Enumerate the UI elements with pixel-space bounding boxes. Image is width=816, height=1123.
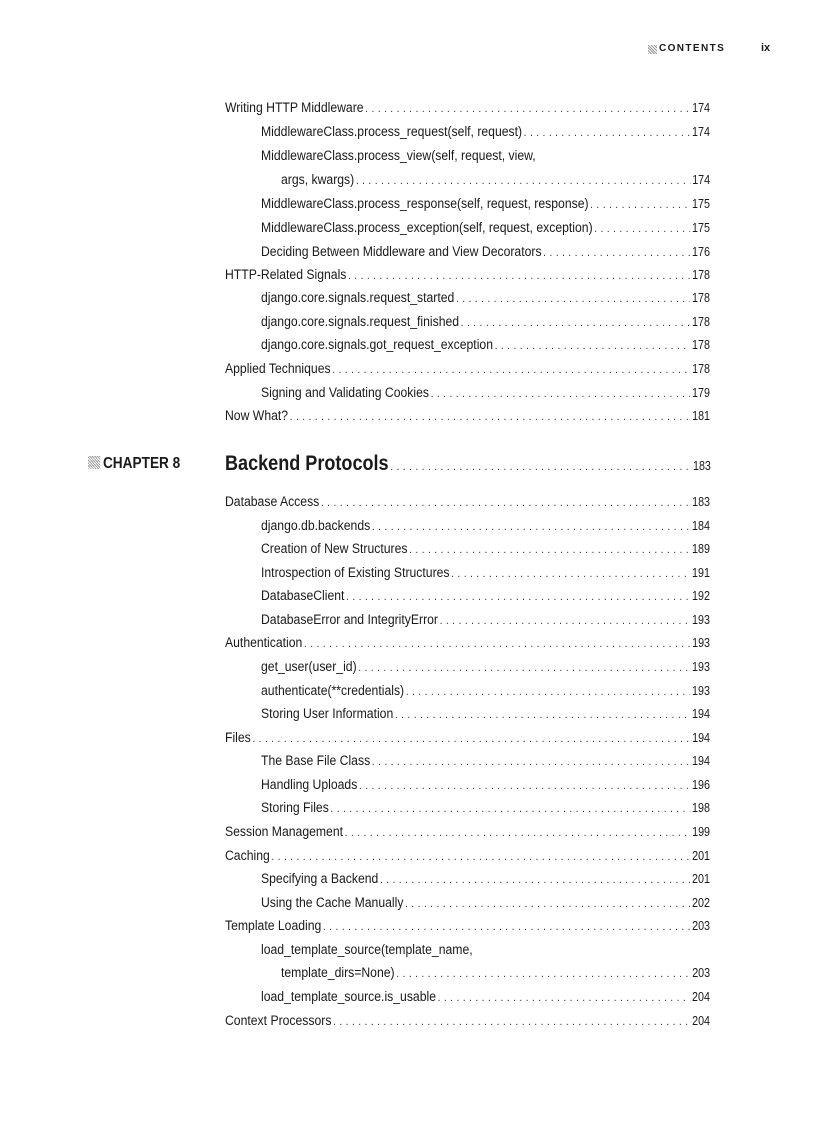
toc-entry-title: authenticate(**credentials) bbox=[261, 683, 405, 699]
toc-entry bbox=[0, 610, 816, 630]
toc-entry bbox=[0, 146, 816, 166]
toc-entry-title: Storing User Information bbox=[261, 706, 394, 722]
toc-entry-title: Specifying a Backend bbox=[261, 871, 379, 887]
toc-entry bbox=[0, 265, 816, 285]
toc-entry-title: Applied Techniques bbox=[225, 361, 331, 377]
toc-entry bbox=[0, 775, 816, 795]
toc-entry bbox=[0, 312, 816, 332]
toc-entry-page: 196 bbox=[691, 778, 710, 792]
toc-entry-page: 193 bbox=[691, 684, 710, 698]
toc-entry bbox=[0, 798, 816, 818]
toc-entry bbox=[0, 681, 816, 701]
toc-entry-title: DatabaseError and IntegrityError bbox=[261, 612, 438, 628]
toc-entry-page: 204 bbox=[691, 990, 710, 1004]
toc-entry bbox=[0, 170, 816, 190]
toc-entry-title: django.core.signals.got_request_exception bbox=[261, 337, 493, 353]
toc-entry bbox=[0, 633, 816, 653]
chapter-mark-icon bbox=[88, 456, 100, 469]
toc-entry-title: Using the Cache Manually bbox=[261, 895, 404, 911]
chapter-label bbox=[88, 455, 180, 473]
toc-entry-page: 194 bbox=[691, 707, 710, 721]
toc-entry bbox=[0, 194, 816, 214]
toc-entry-page: 198 bbox=[691, 801, 710, 815]
toc-entry bbox=[0, 122, 816, 142]
toc-entry-page: 191 bbox=[691, 566, 710, 580]
header-label: CONTENTS bbox=[659, 43, 726, 54]
toc-entry-page: 201 bbox=[692, 849, 711, 863]
toc-entry bbox=[0, 657, 816, 677]
toc-entry-page: 201 bbox=[691, 872, 710, 886]
toc-entry-page: 174 bbox=[691, 125, 710, 139]
toc-entry-page: 193 bbox=[691, 613, 710, 627]
toc-entry-page: 193 bbox=[692, 636, 711, 650]
toc-entry-title: load_template_source.is_usable bbox=[261, 989, 437, 1005]
toc-entry-page: 178 bbox=[692, 268, 711, 282]
toc-entry-page: 174 bbox=[692, 101, 711, 115]
toc-entry-title: load_template_source(template_name, bbox=[261, 942, 473, 958]
toc-entry-title: Template Loading bbox=[225, 918, 322, 934]
toc-entry-page: 204 bbox=[692, 1014, 711, 1028]
toc-entry-title: Database Access bbox=[225, 494, 320, 510]
toc-entry-page: 189 bbox=[691, 542, 710, 556]
toc-entry bbox=[0, 751, 816, 771]
toc-entry-page: 178 bbox=[691, 291, 710, 305]
chapter-title: Backend Protocols bbox=[225, 452, 389, 475]
toc-entry bbox=[0, 98, 816, 118]
toc-entry bbox=[0, 383, 816, 403]
toc-entry-title: django.core.signals.request_finished bbox=[261, 314, 460, 330]
toc-entry-page: 179 bbox=[691, 386, 710, 400]
chapter-title-entry bbox=[225, 452, 711, 476]
toc-entry-page: 178 bbox=[692, 362, 711, 376]
toc-entry bbox=[0, 916, 816, 936]
toc-entry-title: Signing and Validating Cookies bbox=[261, 385, 429, 401]
toc-entry-title: Now What? bbox=[225, 408, 289, 424]
header-page-number: ix bbox=[761, 42, 771, 54]
toc-entry bbox=[0, 987, 816, 1007]
toc-entry bbox=[0, 335, 816, 355]
toc-entry-title: Introspection of Existing Structures bbox=[261, 565, 450, 581]
toc-entry-title: MiddlewareClass.process_view(self, request, view, bbox=[261, 148, 536, 164]
toc-entry bbox=[0, 359, 816, 379]
toc-entry-page: 199 bbox=[692, 825, 711, 839]
toc-entry-page: 193 bbox=[691, 660, 710, 674]
toc-entry-title: Deciding Between Middleware and View Decorators bbox=[261, 244, 542, 260]
toc-entry-page: 175 bbox=[691, 221, 710, 235]
toc-entry-page: 176 bbox=[691, 245, 710, 259]
toc-entry-page: 192 bbox=[691, 589, 710, 603]
toc-entry bbox=[0, 242, 816, 262]
toc-entry-title: get_user(user_id) bbox=[261, 659, 357, 675]
toc-entry bbox=[0, 893, 816, 913]
toc-entry-title: The Base File Class bbox=[261, 753, 371, 769]
toc-entry-title: HTTP-Related Signals bbox=[225, 267, 347, 283]
toc-entry-page: 203 bbox=[692, 966, 711, 980]
toc-entry-title: Storing Files bbox=[261, 800, 329, 816]
toc-entry-page: 184 bbox=[691, 519, 710, 533]
toc-entry bbox=[0, 218, 816, 238]
toc-entry bbox=[0, 940, 816, 960]
toc-entry-title: Authentication bbox=[225, 635, 303, 651]
toc-entry-title: args, kwargs) bbox=[281, 172, 355, 188]
toc-entry-page: 194 bbox=[692, 731, 711, 745]
toc-entry bbox=[0, 586, 816, 606]
toc-entry bbox=[0, 846, 816, 866]
toc-entry bbox=[0, 704, 816, 724]
toc-entry-page: 183 bbox=[692, 495, 711, 509]
toc-entry-page: 178 bbox=[691, 338, 710, 352]
toc-entry bbox=[0, 492, 816, 512]
toc-entry-title: DatabaseClient bbox=[261, 588, 345, 604]
toc-entry-title: Files bbox=[225, 730, 251, 746]
toc-entry-title: MiddlewareClass.process_response(self, request, response) bbox=[261, 196, 589, 212]
chapter-page: 183 bbox=[692, 459, 711, 473]
toc-entry-title: MiddlewareClass.process_request(self, request) bbox=[261, 124, 523, 140]
running-header bbox=[640, 43, 780, 59]
toc-entry bbox=[0, 1011, 816, 1031]
header-mark-icon bbox=[648, 45, 657, 54]
toc-entry-title: Context Processors bbox=[225, 1013, 332, 1029]
toc-entry-title: MiddlewareClass.process_exception(self, request, exception) bbox=[261, 220, 593, 236]
toc-entry-page: 175 bbox=[691, 197, 710, 211]
toc-entry bbox=[0, 406, 816, 426]
toc-entry-title: django.core.signals.request_started bbox=[261, 290, 455, 306]
toc-entry-page: 202 bbox=[691, 896, 710, 910]
toc-entry bbox=[0, 516, 816, 536]
toc-entry-page: 174 bbox=[692, 173, 711, 187]
toc-entry-title: Session Management bbox=[225, 824, 344, 840]
toc-entry bbox=[0, 822, 816, 842]
toc-entry bbox=[0, 563, 816, 583]
toc-entry-page: 194 bbox=[691, 754, 710, 768]
toc-entry-page: 203 bbox=[692, 919, 711, 933]
toc-entry-title: template_dirs=None) bbox=[281, 965, 395, 981]
toc-entry-page: 181 bbox=[692, 409, 711, 423]
toc-entry bbox=[0, 728, 816, 748]
toc-entry-title: Handling Uploads bbox=[261, 777, 358, 793]
toc-entry-title: django.db.backends bbox=[261, 518, 371, 534]
chapter-number: CHAPTER 8 bbox=[102, 455, 181, 472]
toc-entry-title: Writing HTTP Middleware bbox=[225, 100, 364, 116]
toc-entry bbox=[0, 869, 816, 889]
toc-entry-title: Creation of New Structures bbox=[261, 541, 408, 557]
toc-entry bbox=[0, 539, 816, 559]
toc-entry bbox=[0, 288, 816, 308]
toc-entry-title: Caching bbox=[225, 848, 270, 864]
toc-entry-page: 178 bbox=[691, 315, 710, 329]
toc-entry bbox=[0, 963, 816, 983]
